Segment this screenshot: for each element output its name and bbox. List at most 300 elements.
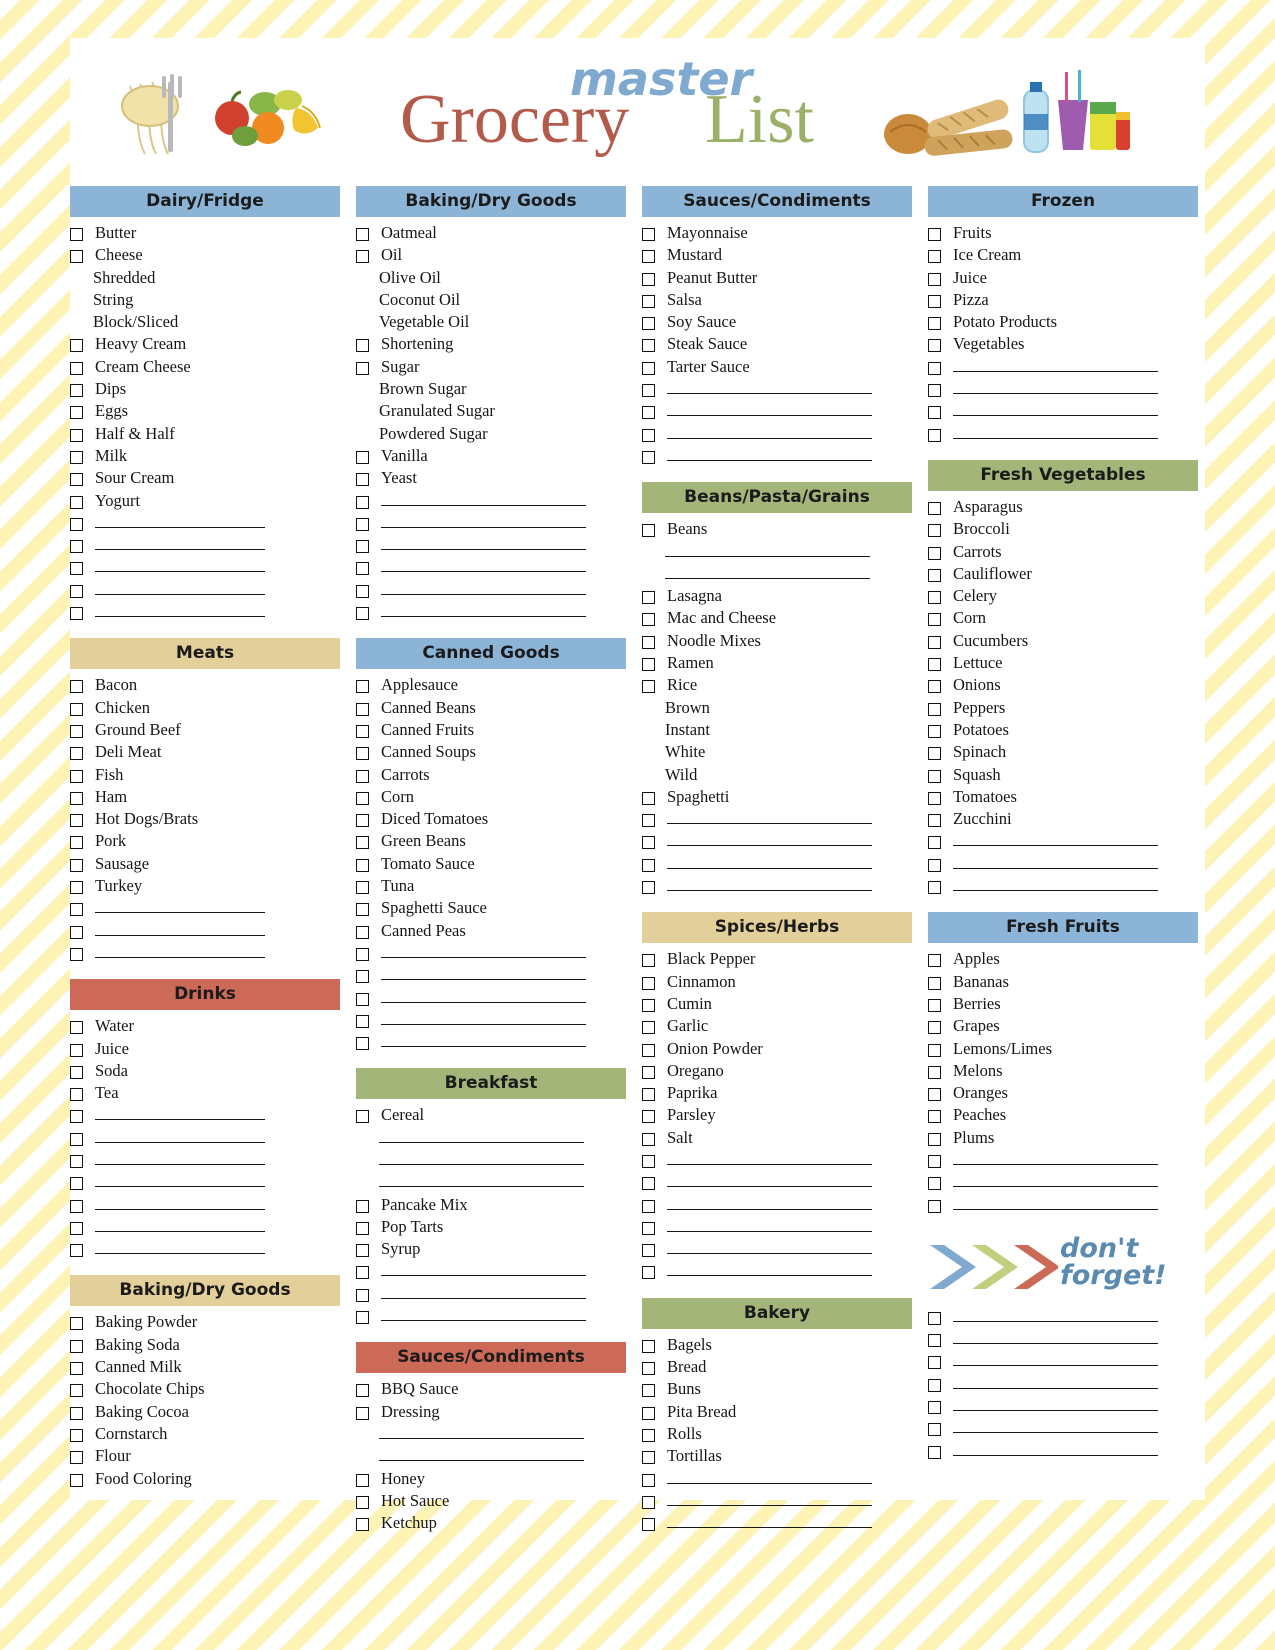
write-in-line[interactable] [953,393,1158,394]
checkbox[interactable] [928,814,941,827]
list-item[interactable] [928,1150,1198,1172]
checkbox[interactable] [928,725,941,738]
checkbox[interactable] [642,977,655,990]
checkbox[interactable] [70,562,83,575]
checkbox[interactable] [356,562,369,575]
checkbox[interactable] [642,859,655,872]
write-in-line[interactable] [381,957,586,958]
write-in-line[interactable] [667,823,872,824]
list-item[interactable] [356,988,626,1010]
list-item[interactable] [642,1150,912,1172]
checkbox[interactable] [928,1133,941,1146]
list-item[interactable] [356,742,626,764]
list-item[interactable] [642,542,912,564]
checkbox[interactable] [928,273,941,286]
list-item[interactable] [70,1357,340,1379]
checkbox[interactable] [642,1340,655,1353]
list-item[interactable] [928,831,1198,853]
list-item[interactable] [70,1469,340,1491]
list-item[interactable] [642,401,912,423]
list-item[interactable] [70,742,340,764]
checkbox[interactable] [356,680,369,693]
list-item[interactable] [70,468,340,490]
checkbox[interactable] [70,881,83,894]
write-in-line[interactable] [953,438,1158,439]
list-item[interactable] [642,245,912,267]
list-item[interactable] [70,831,340,853]
checkbox[interactable] [356,228,369,241]
write-in-line[interactable] [667,1483,872,1484]
write-in-line[interactable] [667,1253,872,1254]
checkbox[interactable] [928,977,941,990]
checkbox[interactable] [356,451,369,464]
write-in-line[interactable] [95,1209,265,1210]
checkbox[interactable] [356,903,369,916]
list-item[interactable] [928,564,1198,586]
checkbox[interactable] [928,999,941,1012]
checkbox[interactable] [928,881,941,894]
write-in-line[interactable] [379,1164,584,1165]
checkbox[interactable] [356,1474,369,1487]
list-item[interactable] [642,1105,912,1127]
list-item[interactable] [70,1150,340,1172]
checkbox[interactable] [928,954,941,967]
list-item[interactable] [642,379,912,401]
checkbox[interactable] [70,859,83,872]
list-item[interactable] [356,1217,626,1239]
write-in-line[interactable] [667,415,872,416]
list-item[interactable] [928,698,1198,720]
write-in-line[interactable] [953,1186,1158,1187]
list-item[interactable] [70,245,340,267]
list-item[interactable] [356,491,626,513]
write-in-line[interactable] [95,1231,265,1232]
list-item[interactable] [70,513,340,535]
checkbox[interactable] [642,1429,655,1442]
list-item[interactable] [642,972,912,994]
checkbox[interactable] [642,451,655,464]
list-item[interactable] [70,809,340,831]
write-in-line[interactable] [381,527,586,528]
checkbox[interactable] [642,1384,655,1397]
write-in-line[interactable] [379,1438,584,1439]
list-item[interactable] [356,720,626,742]
checkbox[interactable] [70,770,83,783]
list-item[interactable] [642,312,912,334]
checkbox[interactable] [356,339,369,352]
list-item[interactable] [642,1061,912,1083]
checkbox[interactable] [70,703,83,716]
checkbox[interactable] [356,1384,369,1397]
checkbox[interactable] [642,658,655,671]
checkbox[interactable] [642,1066,655,1079]
list-item[interactable] [70,1172,340,1194]
checkbox[interactable] [642,1518,655,1531]
write-in-line[interactable] [379,1186,584,1187]
list-item[interactable] [70,675,340,697]
checkbox[interactable] [70,473,83,486]
checkbox[interactable] [642,999,655,1012]
list-item[interactable] [928,1195,1198,1217]
list-item[interactable] [356,809,626,831]
checkbox[interactable] [642,273,655,286]
list-item[interactable] [642,876,912,898]
list-item[interactable] [356,1010,626,1032]
list-item[interactable] [642,1357,912,1379]
write-in-line[interactable] [667,890,872,891]
checkbox[interactable] [642,1407,655,1420]
checkbox[interactable] [70,792,83,805]
list-item[interactable] [642,290,912,312]
checkbox[interactable] [70,1362,83,1375]
list-item[interactable] [642,1172,912,1194]
list-item[interactable] [642,653,912,675]
checkbox[interactable] [642,1088,655,1101]
list-item[interactable] [70,1083,340,1105]
list-item[interactable] [70,698,340,720]
checkbox[interactable] [70,540,83,553]
checkbox[interactable] [70,1177,83,1190]
write-in-line[interactable] [381,505,586,506]
checkbox[interactable] [642,362,655,375]
list-item[interactable] [70,720,340,742]
checkbox[interactable] [928,1110,941,1123]
write-in-line[interactable] [665,556,870,557]
list-item[interactable] [928,1329,1198,1351]
list-item[interactable] [928,542,1198,564]
list-item[interactable] [356,675,626,697]
list-item[interactable] [70,334,340,356]
list-item[interactable] [70,535,340,557]
list-item[interactable] [642,787,912,809]
list-item[interactable] [642,1261,912,1283]
checkbox[interactable] [356,585,369,598]
checkbox[interactable] [356,948,369,961]
write-in-line[interactable] [953,415,1158,416]
checkbox[interactable] [70,228,83,241]
write-in-line[interactable] [953,1455,1158,1456]
list-item[interactable] [70,1446,340,1468]
list-item[interactable] [642,1217,912,1239]
checkbox[interactable] [356,1110,369,1123]
checkbox[interactable] [356,770,369,783]
write-in-line[interactable] [953,890,1158,891]
checkbox[interactable] [70,518,83,531]
checkbox[interactable] [642,317,655,330]
write-in-line[interactable] [953,1321,1158,1322]
checkbox[interactable] [928,1356,941,1369]
write-in-line[interactable] [95,957,265,958]
list-item[interactable] [356,1284,626,1306]
write-in-line[interactable] [95,1119,265,1120]
checkbox[interactable] [70,362,83,375]
write-in-line[interactable] [381,571,586,572]
list-item[interactable] [356,468,626,490]
checkbox[interactable] [70,1021,83,1034]
list-item[interactable] [70,1424,340,1446]
list-item[interactable] [70,1239,340,1261]
list-item[interactable] [356,245,626,267]
checkbox[interactable] [928,362,941,375]
list-item[interactable] [928,809,1198,831]
list-item[interactable] [928,854,1198,876]
list-item[interactable] [928,1105,1198,1127]
list-item[interactable] [642,1016,912,1038]
write-in-line[interactable] [953,845,1158,846]
checkbox[interactable] [642,228,655,241]
list-item[interactable] [928,519,1198,541]
write-in-line[interactable] [95,571,265,572]
checkbox[interactable] [928,547,941,560]
checkbox[interactable] [70,1384,83,1397]
write-in-line[interactable] [953,1365,1158,1366]
write-in-line[interactable] [95,594,265,595]
list-item[interactable] [642,809,912,831]
checkbox[interactable] [928,1446,941,1459]
checkbox[interactable] [928,317,941,330]
checkbox[interactable] [928,1312,941,1325]
checkbox[interactable] [70,1110,83,1123]
list-item[interactable] [642,446,912,468]
list-item[interactable] [70,424,340,446]
list-item[interactable] [928,653,1198,675]
write-in-line[interactable] [95,912,265,913]
write-in-line[interactable] [667,845,872,846]
checkbox[interactable] [70,406,83,419]
checkbox[interactable] [356,1200,369,1213]
checkbox[interactable] [642,1133,655,1146]
list-item[interactable] [928,1061,1198,1083]
checkbox[interactable] [642,636,655,649]
checkbox[interactable] [642,814,655,827]
checkbox[interactable] [70,451,83,464]
checkbox[interactable] [642,1200,655,1213]
checkbox[interactable] [642,1044,655,1057]
checkbox[interactable] [70,903,83,916]
write-in-line[interactable] [95,549,265,550]
list-item[interactable] [928,268,1198,290]
list-item[interactable] [70,223,340,245]
write-in-line[interactable] [665,578,870,579]
checkbox[interactable] [356,1311,369,1324]
list-item[interactable] [70,787,340,809]
checkbox[interactable] [356,1407,369,1420]
checkbox[interactable] [642,954,655,967]
checkbox[interactable] [70,926,83,939]
write-in-line[interactable] [953,1343,1158,1344]
checkbox[interactable] [356,881,369,894]
list-item[interactable] [642,1469,912,1491]
checkbox[interactable] [642,1474,655,1487]
checkbox[interactable] [356,518,369,531]
checkbox[interactable] [928,591,941,604]
checkbox[interactable] [70,1044,83,1057]
checkbox[interactable] [928,1423,941,1436]
checkbox[interactable] [356,1289,369,1302]
checkbox[interactable] [928,658,941,671]
list-item[interactable] [356,223,626,245]
list-item[interactable] [70,898,340,920]
write-in-line[interactable] [95,527,265,528]
checkbox[interactable] [642,429,655,442]
checkbox[interactable] [356,1037,369,1050]
checkbox[interactable] [642,1362,655,1375]
list-item[interactable] [70,602,340,624]
write-in-line[interactable] [381,1320,586,1321]
checkbox[interactable] [928,1044,941,1057]
list-item[interactable] [70,401,340,423]
checkbox[interactable] [642,295,655,308]
checkbox[interactable] [642,406,655,419]
list-item[interactable] [70,765,340,787]
checkbox[interactable] [642,591,655,604]
checkbox[interactable] [642,339,655,352]
list-item[interactable] [642,831,912,853]
list-item[interactable] [70,921,340,943]
list-item[interactable] [928,379,1198,401]
list-item[interactable] [356,513,626,535]
write-in-line[interactable] [667,1209,872,1210]
checkbox[interactable] [356,1222,369,1235]
list-item[interactable] [928,245,1198,267]
checkbox[interactable] [70,1200,83,1213]
write-in-line[interactable] [379,1460,584,1461]
list-item[interactable] [642,994,912,1016]
list-item[interactable] [928,675,1198,697]
checkbox[interactable] [642,1451,655,1464]
list-item[interactable] [356,831,626,853]
checkbox[interactable] [928,1155,941,1168]
list-item[interactable] [928,631,1198,653]
list-item[interactable] [356,1491,626,1513]
write-in-line[interactable] [381,979,586,980]
write-in-line[interactable] [667,438,872,439]
checkbox[interactable] [642,792,655,805]
list-item[interactable] [928,742,1198,764]
list-item[interactable] [928,1374,1198,1396]
list-item[interactable] [928,1351,1198,1373]
list-item[interactable] [356,1105,626,1127]
list-item[interactable] [642,334,912,356]
checkbox[interactable] [928,792,941,805]
list-item[interactable] [356,1424,626,1446]
list-item[interactable] [70,1061,340,1083]
checkbox[interactable] [70,948,83,961]
checkbox[interactable] [928,1088,941,1101]
checkbox[interactable] [356,859,369,872]
list-item[interactable] [928,290,1198,312]
checkbox[interactable] [70,1317,83,1330]
list-item[interactable] [356,1195,626,1217]
checkbox[interactable] [928,1021,941,1034]
checkbox[interactable] [642,384,655,397]
list-item[interactable] [642,1039,912,1061]
list-item[interactable] [928,334,1198,356]
list-item[interactable] [642,1491,912,1513]
list-item[interactable] [928,424,1198,446]
list-item[interactable] [356,446,626,468]
checkbox[interactable] [356,747,369,760]
list-item[interactable] [928,1039,1198,1061]
write-in-line[interactable] [95,1253,265,1254]
checkbox[interactable] [70,814,83,827]
checkbox[interactable] [928,1200,941,1213]
write-in-line[interactable] [953,1209,1158,1210]
checkbox[interactable] [928,703,941,716]
checkbox[interactable] [356,703,369,716]
list-item[interactable] [928,720,1198,742]
write-in-line[interactable] [667,868,872,869]
checkbox[interactable] [356,725,369,738]
list-item[interactable] [642,608,912,630]
list-item[interactable] [70,854,340,876]
checkbox[interactable] [70,607,83,620]
write-in-line[interactable] [667,460,872,461]
write-in-line[interactable] [95,1142,265,1143]
checkbox[interactable] [642,1222,655,1235]
list-item[interactable] [70,557,340,579]
list-item[interactable] [356,921,626,943]
list-item[interactable] [356,765,626,787]
checkbox[interactable] [70,747,83,760]
write-in-line[interactable] [953,868,1158,869]
checkbox[interactable] [356,836,369,849]
list-item[interactable] [928,223,1198,245]
list-item[interactable] [356,580,626,602]
list-item[interactable] [642,1446,912,1468]
list-item[interactable] [642,675,912,697]
write-in-line[interactable] [667,1527,872,1528]
checkbox[interactable] [928,1066,941,1079]
checkbox[interactable] [70,1429,83,1442]
checkbox[interactable] [928,747,941,760]
list-item[interactable] [356,1150,626,1172]
checkbox[interactable] [356,993,369,1006]
write-in-line[interactable] [953,1388,1158,1389]
list-item[interactable] [928,1172,1198,1194]
list-item[interactable] [928,608,1198,630]
list-item[interactable] [70,446,340,468]
list-item[interactable] [928,1128,1198,1150]
checkbox[interactable] [70,725,83,738]
checkbox[interactable] [70,1244,83,1257]
checkbox[interactable] [70,1155,83,1168]
list-item[interactable] [928,497,1198,519]
list-item[interactable] [70,1016,340,1038]
list-item[interactable] [356,334,626,356]
checkbox[interactable] [70,680,83,693]
list-item[interactable] [928,1016,1198,1038]
checkbox[interactable] [70,1066,83,1079]
checkbox[interactable] [356,970,369,983]
checkbox[interactable] [928,1334,941,1347]
write-in-line[interactable] [381,1024,586,1025]
checkbox[interactable] [356,540,369,553]
checkbox[interactable] [356,473,369,486]
list-item[interactable] [70,379,340,401]
checkbox[interactable] [642,680,655,693]
list-item[interactable] [928,1441,1198,1463]
list-item[interactable] [642,1379,912,1401]
list-item[interactable] [642,1513,912,1535]
checkbox[interactable] [928,859,941,872]
checkbox[interactable] [642,1496,655,1509]
checkbox[interactable] [70,1474,83,1487]
checkbox[interactable] [642,836,655,849]
checkbox[interactable] [928,429,941,442]
list-item[interactable] [70,1335,340,1357]
checkbox[interactable] [642,524,655,537]
